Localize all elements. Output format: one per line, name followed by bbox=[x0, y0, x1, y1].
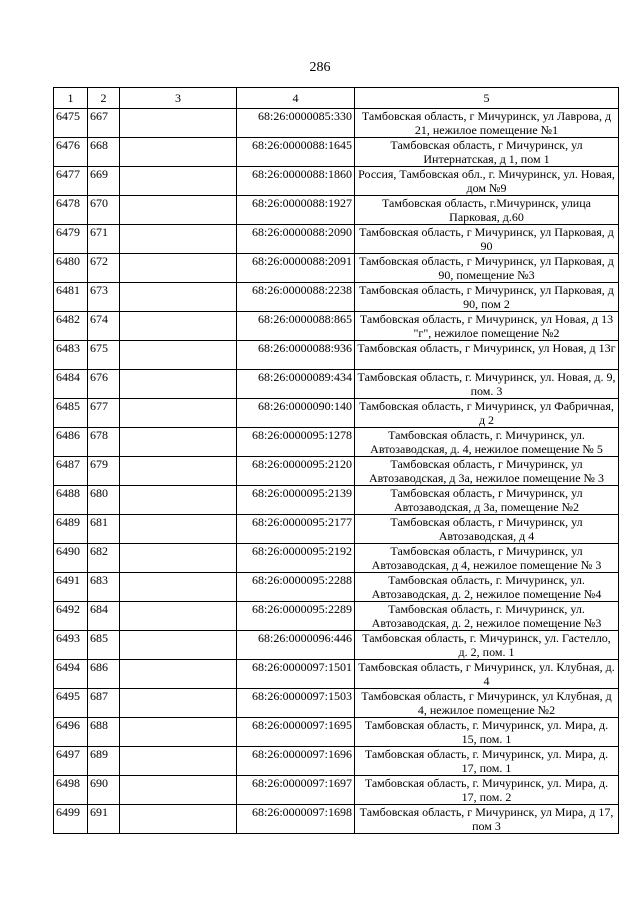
item-number-cell: 676 bbox=[88, 370, 120, 399]
row-number-cell: 6487 bbox=[54, 457, 88, 486]
table-row bbox=[54, 428, 619, 457]
empty-cell bbox=[120, 196, 237, 225]
table-row bbox=[54, 312, 619, 341]
cadastral-number-cell: 68:26:0000088:1645 bbox=[237, 138, 355, 167]
item-number-cell: 691 bbox=[88, 805, 120, 834]
address-cell: Тамбовская область, г.Мичуринск, улица Парковая, д.60 bbox=[355, 196, 619, 225]
row-number-cell: 6483 bbox=[54, 341, 88, 370]
empty-cell bbox=[120, 109, 237, 138]
row-number-cell: 6498 bbox=[54, 776, 88, 805]
table-row bbox=[54, 457, 619, 486]
table-row bbox=[54, 254, 619, 283]
address-cell: Тамбовская область, г Мичуринск, ул Парковая, д 90, пом 2 bbox=[355, 283, 619, 312]
cadastral-number-cell: 68:26:0000090:140 bbox=[237, 399, 355, 428]
cadastral-number-cell: 68:26:0000088:2091 bbox=[237, 254, 355, 283]
item-number-cell: 674 bbox=[88, 312, 120, 341]
column-header: 4 bbox=[237, 88, 355, 109]
address-cell: Тамбовская область, г Мичуринск, ул Интернатская, д 1, пом 1 bbox=[355, 138, 619, 167]
cadastral-number-cell: 68:26:0000085:330 bbox=[237, 109, 355, 138]
column-header: 3 bbox=[120, 88, 237, 109]
column-header: 5 bbox=[355, 88, 619, 109]
row-number-cell: 6489 bbox=[54, 515, 88, 544]
row-number-cell: 6491 bbox=[54, 573, 88, 602]
item-number-cell: 668 bbox=[88, 138, 120, 167]
item-number-cell: 684 bbox=[88, 602, 120, 631]
cadastral-number-cell: 68:26:0000095:2289 bbox=[237, 602, 355, 631]
table-row bbox=[54, 341, 619, 370]
row-number-cell: 6496 bbox=[54, 718, 88, 747]
empty-cell bbox=[120, 312, 237, 341]
table-row bbox=[54, 109, 619, 138]
table-row bbox=[54, 283, 619, 312]
empty-cell bbox=[120, 805, 237, 834]
address-cell: Тамбовская область, г Мичуринск, ул Клубная, д 4, нежилое помещение №2 bbox=[355, 689, 619, 718]
empty-cell bbox=[120, 225, 237, 254]
address-cell: Тамбовская область, г Мичуринск, ул Автозаводская, д 4 bbox=[355, 515, 619, 544]
table-row bbox=[54, 370, 619, 399]
row-number-cell: 6490 bbox=[54, 544, 88, 573]
item-number-cell: 673 bbox=[88, 283, 120, 312]
cadastral-number-cell: 68:26:0000088:1927 bbox=[237, 196, 355, 225]
empty-cell bbox=[120, 718, 237, 747]
table-row bbox=[54, 660, 619, 689]
item-number-cell: 672 bbox=[88, 254, 120, 283]
row-number-cell: 6488 bbox=[54, 486, 88, 515]
item-number-cell: 678 bbox=[88, 428, 120, 457]
empty-cell bbox=[120, 283, 237, 312]
cadastral-number-cell: 68:26:0000089:434 bbox=[237, 370, 355, 399]
empty-cell bbox=[120, 399, 237, 428]
address-cell: Тамбовская область, г. Мичуринск, ул. Новая, д. 9, пом. 3 bbox=[355, 370, 619, 399]
item-number-cell: 685 bbox=[88, 631, 120, 660]
property-registry-table bbox=[53, 87, 619, 834]
address-cell: Тамбовская область, г Мичуринск, ул Автозаводская, д 3а, помещение №2 bbox=[355, 486, 619, 515]
table-row bbox=[54, 138, 619, 167]
row-number-cell: 6486 bbox=[54, 428, 88, 457]
item-number-cell: 689 bbox=[88, 747, 120, 776]
address-cell: Тамбовская область, г. Мичуринск, ул. Автозаводская, д. 4, нежилое помещение № 5 bbox=[355, 428, 619, 457]
column-header: 2 bbox=[88, 88, 120, 109]
empty-cell bbox=[120, 457, 237, 486]
table-body bbox=[54, 109, 619, 834]
item-number-cell: 687 bbox=[88, 689, 120, 718]
item-number-cell: 683 bbox=[88, 573, 120, 602]
address-cell: Тамбовская область, г Мичуринск, ул Фабричная, д 2 bbox=[355, 399, 619, 428]
table-row bbox=[54, 573, 619, 602]
item-number-cell: 690 bbox=[88, 776, 120, 805]
row-number-cell: 6481 bbox=[54, 283, 88, 312]
address-cell: Тамбовская область, г Мичуринск, ул. Клубная, д. 4 bbox=[355, 660, 619, 689]
table-row bbox=[54, 718, 619, 747]
row-number-cell: 6478 bbox=[54, 196, 88, 225]
empty-cell bbox=[120, 428, 237, 457]
table-row bbox=[54, 399, 619, 428]
item-number-cell: 669 bbox=[88, 167, 120, 196]
row-number-cell: 6495 bbox=[54, 689, 88, 718]
cadastral-number-cell: 68:26:0000097:1696 bbox=[237, 747, 355, 776]
row-number-cell: 6485 bbox=[54, 399, 88, 428]
item-number-cell: 686 bbox=[88, 660, 120, 689]
row-number-cell: 6480 bbox=[54, 254, 88, 283]
address-cell: Тамбовская область, г Мичуринск, ул Мира, д 17, пом 3 bbox=[355, 805, 619, 834]
page-number: 286 bbox=[309, 60, 331, 75]
table-row bbox=[54, 776, 619, 805]
address-cell: Тамбовская область, г. Мичуринск, ул. Мира, д. 17, пом. 1 bbox=[355, 747, 619, 776]
address-cell: Тамбовская область, г Мичуринск, ул Автозаводская, д 4, нежилое помещение № 3 bbox=[355, 544, 619, 573]
table-header-row bbox=[54, 88, 619, 109]
cadastral-number-cell: 68:26:0000095:2120 bbox=[237, 457, 355, 486]
empty-cell bbox=[120, 689, 237, 718]
row-number-cell: 6492 bbox=[54, 602, 88, 631]
item-number-cell: 667 bbox=[88, 109, 120, 138]
cadastral-number-cell: 68:26:0000096:446 bbox=[237, 631, 355, 660]
cadastral-number-cell: 68:26:0000097:1695 bbox=[237, 718, 355, 747]
cadastral-number-cell: 68:26:0000088:1860 bbox=[237, 167, 355, 196]
item-number-cell: 679 bbox=[88, 457, 120, 486]
cadastral-number-cell: 68:26:0000088:2090 bbox=[237, 225, 355, 254]
address-cell: Тамбовская область, г Мичуринск, ул Лаврова, д 21, нежилое помещение №1 bbox=[355, 109, 619, 138]
row-number-cell: 6499 bbox=[54, 805, 88, 834]
cadastral-number-cell: 68:26:0000097:1501 bbox=[237, 660, 355, 689]
row-number-cell: 6475 bbox=[54, 109, 88, 138]
address-cell: Тамбовская область, г. Мичуринск, ул. Автозаводская, д. 2, нежилое помещение №3 bbox=[355, 602, 619, 631]
table-row bbox=[54, 225, 619, 254]
address-cell: Тамбовская область, г Мичуринск, ул Новая, д 13г bbox=[355, 341, 619, 370]
item-number-cell: 688 bbox=[88, 718, 120, 747]
cadastral-number-cell: 68:26:0000088:936 bbox=[237, 341, 355, 370]
table-row bbox=[54, 167, 619, 196]
empty-cell bbox=[120, 341, 237, 370]
item-number-cell: 682 bbox=[88, 544, 120, 573]
address-cell: Тамбовская область, г Мичуринск, ул Парковая, д 90, помещение №3 bbox=[355, 254, 619, 283]
cadastral-number-cell: 68:26:0000095:2192 bbox=[237, 544, 355, 573]
empty-cell bbox=[120, 167, 237, 196]
empty-cell bbox=[120, 254, 237, 283]
row-number-cell: 6484 bbox=[54, 370, 88, 399]
cadastral-number-cell: 68:26:0000088:865 bbox=[237, 312, 355, 341]
row-number-cell: 6477 bbox=[54, 167, 88, 196]
cadastral-number-cell: 68:26:0000095:1278 bbox=[237, 428, 355, 457]
row-number-cell: 6482 bbox=[54, 312, 88, 341]
address-cell: Тамбовская область, г. Мичуринск, ул. Автозаводская, д. 2, нежилое помещение №4 bbox=[355, 573, 619, 602]
table-row bbox=[54, 544, 619, 573]
empty-cell bbox=[120, 747, 237, 776]
item-number-cell: 680 bbox=[88, 486, 120, 515]
empty-cell bbox=[120, 515, 237, 544]
address-cell: Россия, Тамбовская обл., г. Мичуринск, ул. Новая, дом №9 bbox=[355, 167, 619, 196]
table-row bbox=[54, 486, 619, 515]
address-cell: Тамбовская область, г Мичуринск, ул Новая, д 13 "г", нежилое помещение №2 bbox=[355, 312, 619, 341]
empty-cell bbox=[120, 631, 237, 660]
empty-cell bbox=[120, 370, 237, 399]
cadastral-number-cell: 68:26:0000095:2177 bbox=[237, 515, 355, 544]
item-number-cell: 677 bbox=[88, 399, 120, 428]
item-number-cell: 675 bbox=[88, 341, 120, 370]
table-row bbox=[54, 631, 619, 660]
cadastral-number-cell: 68:26:0000095:2139 bbox=[237, 486, 355, 515]
table-row bbox=[54, 602, 619, 631]
table-row bbox=[54, 747, 619, 776]
cadastral-number-cell: 68:26:0000097:1697 bbox=[237, 776, 355, 805]
table-row bbox=[54, 196, 619, 225]
empty-cell bbox=[120, 138, 237, 167]
empty-cell bbox=[120, 776, 237, 805]
item-number-cell: 670 bbox=[88, 196, 120, 225]
empty-cell bbox=[120, 602, 237, 631]
cadastral-number-cell: 68:26:0000088:2238 bbox=[237, 283, 355, 312]
address-cell: Тамбовская область, г. Мичуринск, ул. Гастелло, д. 2, пом. 1 bbox=[355, 631, 619, 660]
item-number-cell: 671 bbox=[88, 225, 120, 254]
row-number-cell: 6476 bbox=[54, 138, 88, 167]
cadastral-number-cell: 68:26:0000095:2288 bbox=[237, 573, 355, 602]
cadastral-number-cell: 68:26:0000097:1698 bbox=[237, 805, 355, 834]
row-number-cell: 6494 bbox=[54, 660, 88, 689]
row-number-cell: 6493 bbox=[54, 631, 88, 660]
cadastral-number-cell: 68:26:0000097:1503 bbox=[237, 689, 355, 718]
empty-cell bbox=[120, 486, 237, 515]
empty-cell bbox=[120, 660, 237, 689]
table-row bbox=[54, 689, 619, 718]
column-header: 1 bbox=[54, 88, 88, 109]
empty-cell bbox=[120, 544, 237, 573]
item-number-cell: 681 bbox=[88, 515, 120, 544]
address-cell: Тамбовская область, г Мичуринск, ул Автозаводская, д 3а, нежилое помещение № 3 bbox=[355, 457, 619, 486]
address-cell: Тамбовская область, г. Мичуринск, ул. Мира, д. 17, пом. 2 bbox=[355, 776, 619, 805]
table-row bbox=[54, 515, 619, 544]
table-row bbox=[54, 805, 619, 834]
row-number-cell: 6497 bbox=[54, 747, 88, 776]
address-cell: Тамбовская область, г Мичуринск, ул Парковая, д 90 bbox=[355, 225, 619, 254]
address-cell: Тамбовская область, г. Мичуринск, ул. Мира, д. 15, пом. 1 bbox=[355, 718, 619, 747]
row-number-cell: 6479 bbox=[54, 225, 88, 254]
empty-cell bbox=[120, 573, 237, 602]
